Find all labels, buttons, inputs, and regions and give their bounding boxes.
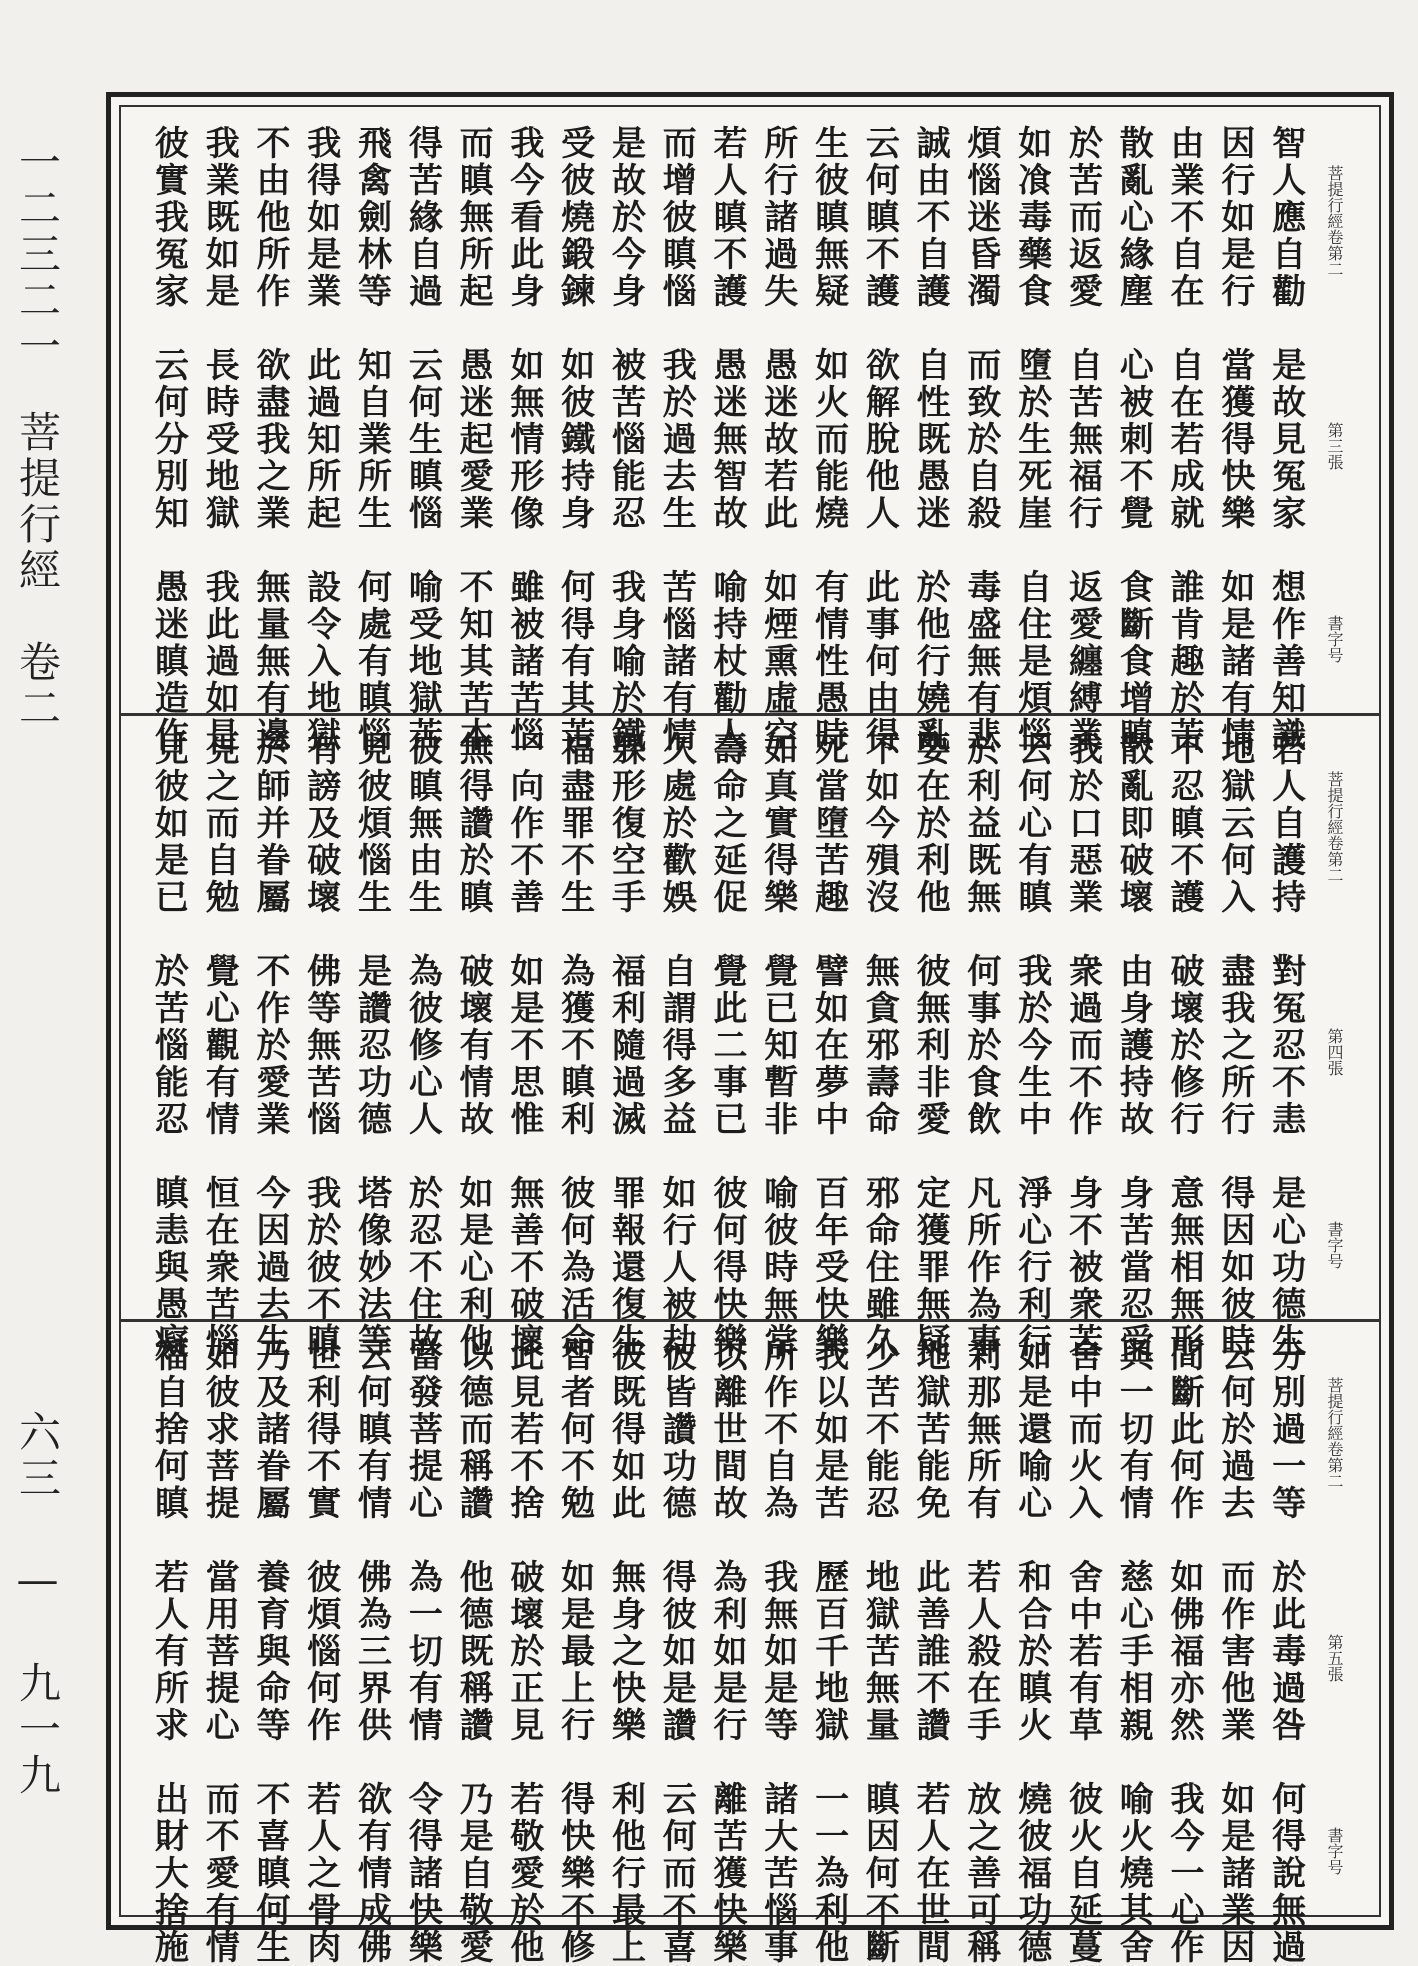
verse-line: 於苦而返愛 自苦無福行 返愛纏縛業 — [1062, 125, 1103, 754]
verse-line: 得苦緣自過 云何生瞋惱 喻受地獄苦 — [402, 125, 443, 754]
verse-column — [1057, 1337, 1108, 1966]
verse-line: 我今看此身 如無情形像 雖被諸苦惱 — [503, 125, 544, 754]
verse-line: 少苦不能忍 地獄苦無量 瞋因何不斷 — [859, 1337, 900, 1966]
verse-column — [194, 731, 245, 1360]
text-register — [121, 731, 1379, 1360]
verse-line: 不如今殞沒 無貪邪壽命 邪命住雖久 — [859, 731, 900, 1360]
verse-column — [295, 1337, 346, 1966]
verse-line: 一向作不善 如是不思惟 無善不破壞 — [503, 731, 544, 1360]
block-mark: 菩提行經卷第二 — [1325, 771, 1344, 883]
verse-column — [143, 731, 194, 1360]
verse-line: 剎那無所有 若人殺在手 放之善可稱 — [960, 1337, 1001, 1966]
verse-column — [956, 731, 1007, 1360]
verse-column — [854, 125, 905, 754]
verse-line: 智人應自勸 是故見冤家 想作善知識 — [1265, 125, 1306, 754]
text-register — [121, 125, 1379, 754]
verse-column — [549, 125, 600, 754]
verse-line: 彼瞋無由生 為彼修心人 於忍不住故 — [402, 731, 443, 1360]
verse-line: 云何於過去 而作害他業 如是諸業因 — [1214, 1337, 1255, 1966]
verse-line: 間斷此何作 如佛福亦然 我今一心作 — [1164, 1337, 1205, 1966]
verse-line: 見之而自勉 覺心觀有情 恒在衆苦惱 — [199, 731, 240, 1360]
verse-column — [1159, 731, 1210, 1360]
verse-column — [448, 1337, 499, 1966]
verse-column — [803, 125, 854, 754]
verse-line: 無得讚於瞋 破壞有情故 如是心利他 — [453, 731, 494, 1360]
page-frame — [106, 92, 1394, 1966]
verse-line: 由業不自在 自在若成就 誰肯趣於苦 — [1164, 125, 1205, 754]
verse-line: 若人自護持 對冤忍不恚 是心功德生 — [1265, 731, 1306, 1360]
verse-column — [1108, 125, 1159, 754]
verse-column — [397, 125, 448, 754]
verse-column — [448, 731, 499, 1360]
text-register — [121, 1337, 1379, 1966]
verse-line: 當發菩提心 為一切有情 令得諸快樂 — [402, 1337, 443, 1966]
verse-column — [346, 731, 397, 1360]
verse-column — [499, 731, 550, 1360]
block-mark: 書字号 — [1325, 1827, 1344, 1875]
verse-line: 彼既得如此 無身之快樂 利他行最上 — [605, 1337, 646, 1966]
verse-line: 彼實我冤家 云何分別知 愚迷瞋造作 — [148, 125, 189, 754]
verse-column — [702, 1337, 753, 1966]
verse-column — [1260, 1337, 1311, 1966]
verse-column — [143, 125, 194, 754]
margin-volume-id: 一二三二一 — [13, 140, 62, 370]
block-mark: 菩提行經卷第二 — [1325, 1377, 1344, 1489]
verse-line: 智者何不勉 如是最上行 得快樂不修 — [554, 1337, 595, 1966]
verse-line: 地獄苦能免 此善誰不讚 若人在世間 — [910, 1337, 951, 1966]
verse-column — [1057, 125, 1108, 754]
verse-line: 要在於利他 彼無利非愛 定獲罪無疑 — [910, 731, 951, 1360]
verse-line: 乃及諸眷屬 養育與命等 不喜瞋何生 — [249, 1337, 290, 1966]
verse-line: 所行諸過失 愚迷故若此 如煙熏虛空 — [757, 125, 798, 754]
verse-column — [854, 1337, 905, 1966]
verse-line: 福自捨何瞋 若人有所求 出財大捨施 — [148, 1337, 189, 1966]
block-mark: 菩提行經卷第二 — [1325, 165, 1344, 277]
verse-line: 受彼燒鍛鍊 如彼鐵持身 何得有其苦 — [554, 125, 595, 754]
verse-line: 見彼如是已 於苦惱能忍 瞋恚與愚癡 — [148, 731, 189, 1360]
verse-column — [245, 125, 296, 754]
verse-column — [194, 1337, 245, 1966]
verse-line: 不由他所作 欲盡我之業 無量無有邊 — [249, 125, 290, 754]
verse-column — [803, 731, 854, 1360]
register-divider — [121, 713, 1379, 716]
verse-column — [1260, 731, 1311, 1360]
verse-column — [1006, 1337, 1057, 1966]
verse-column — [549, 731, 600, 1360]
verse-line: 是故於今身 被苦惱能忍 我身喻於鐵 — [605, 125, 646, 754]
verse-column — [752, 1337, 803, 1966]
verse-column — [245, 1337, 296, 1966]
verse-column — [499, 1337, 550, 1966]
verse-column — [397, 1337, 448, 1966]
verse-column — [651, 1337, 702, 1966]
verse-column — [549, 1337, 600, 1966]
block-mark: 書字号 — [1325, 1221, 1344, 1269]
verse-line: 不忍瞋不護 破壞於修行 意無相無形 — [1164, 731, 1205, 1360]
verse-column — [295, 125, 346, 754]
verse-line: 我於口惡業 衆過而不作 身不被衆苦 — [1062, 731, 1103, 1360]
verse-line: 誠由不自護 自性既愚迷 於他行嬈亂 — [910, 125, 951, 754]
verse-line: 散亂心緣塵 心被刺不覺 食斷食增瞋 — [1113, 125, 1154, 754]
verse-line: 地獄云何入 盡我之所行 得因如彼時 — [1214, 731, 1255, 1360]
verse-line: 飛禽劍林等 知自業所生 何處有瞋惱 — [351, 125, 392, 754]
verse-line: 因行如是行 當獲得快樂 如是諸有情 — [1214, 125, 1255, 754]
verse-column — [397, 731, 448, 1360]
verse-column — [702, 125, 753, 754]
verse-column — [752, 125, 803, 754]
verse-column — [905, 1337, 956, 1966]
verse-column — [854, 731, 905, 1360]
verse-line: 散亂即破壞 由身護持故 身苦當忍受 — [1113, 731, 1154, 1360]
verse-column — [752, 731, 803, 1360]
verse-line: 如真實得樂 覺已知暫非 喻彼時無常 — [757, 731, 798, 1360]
verse-column — [1006, 125, 1057, 754]
verse-line: 云何瞋有情 佛為三界供 欲有情成佛 — [351, 1337, 392, 1966]
verse-column — [1209, 125, 1260, 754]
verse-line: 有謗及破壞 佛等無苦惱 我於彼不瞋 — [300, 731, 341, 1360]
block-mark: 第四張 — [1325, 1028, 1344, 1076]
verse-line: 生彼瞋無疑 如火而能燒 有情性愚時 — [808, 125, 849, 754]
verse-line: 若人瞋不護 愚迷無智故 喻持杖勸人 — [707, 125, 748, 754]
margin-page-ref: 六三 — 九一九 — [13, 1410, 62, 1799]
page-frame-inner — [119, 105, 1381, 1966]
verse-column — [499, 125, 550, 754]
verse-column — [1260, 125, 1311, 754]
verse-column — [600, 1337, 651, 1966]
block-mark: 第三張 — [1325, 422, 1344, 470]
block-mark: 第五張 — [1325, 1634, 1344, 1682]
verse-line: 見彼煩惱生 是讚忍功德 塔像妙法等 — [351, 731, 392, 1360]
verse-column — [702, 731, 753, 1360]
verse-line: 云何瞋不護 欲解脫他人 此事何由得 — [859, 125, 900, 754]
verse-column — [1159, 125, 1210, 754]
verse-line: 而增彼瞋惱 我於過去生 苦惱諸有情 — [656, 125, 697, 754]
verse-line: 與一切有情 慈心手相親 喻火燒其舍 — [1113, 1337, 1154, 1966]
verse-column — [1209, 1337, 1260, 1966]
verse-column — [1006, 731, 1057, 1360]
verse-line: 世利得不實 彼煩惱何作 若人之骨肉 — [300, 1337, 341, 1966]
verse-line: 分別過一等 於此毒過咎 何得說無過 — [1265, 1337, 1306, 1966]
verse-line: 彼皆讚功德 得彼如是讚 云何而不喜 — [656, 1337, 697, 1966]
verse-column — [651, 125, 702, 754]
verse-column — [295, 731, 346, 1360]
verse-column — [956, 1337, 1007, 1966]
verse-column — [448, 125, 499, 754]
margin-title: 菩提行經 卷二 — [13, 410, 62, 732]
verse-column — [194, 125, 245, 754]
verse-line: 躶形復空手 福利隨過滅 罪報還復生 — [605, 731, 646, 1360]
verse-line: 所作不自為 我無如是等 諸大苦惱事 — [757, 1337, 798, 1966]
verse-line: 死當墮苦趣 譬如在夢中 百年受快樂 — [808, 731, 849, 1360]
verse-column — [600, 731, 651, 1360]
verse-line: 壽命之延促 覺此二事已 彼何得快樂 — [707, 731, 748, 1360]
verse-column — [1108, 1337, 1159, 1966]
verse-column — [803, 1337, 854, 1966]
verse-line: 云何心有瞋 我於今生中 淨心行利行 — [1011, 731, 1052, 1360]
verse-line: 如飡毒藥食 墮於生死崖 自住是煩惱 — [1011, 125, 1052, 754]
verse-column — [600, 125, 651, 754]
block-mark-column — [1311, 1337, 1357, 1905]
block-mark-column — [1311, 731, 1357, 1299]
verse-line: 舍中而火入 舍中若有草 彼火自延蔓 — [1062, 1337, 1103, 1966]
verse-column — [956, 125, 1007, 754]
verse-line: 於利益既無 何事於食飲 凡所作為事 — [960, 731, 1001, 1360]
verse-line: 久處於歡娛 自謂得多益 如行人被劫 — [656, 731, 697, 1360]
verse-line: 煩惱迷昏濁 而致於自殺 毒盛無有悲 — [960, 125, 1001, 754]
verse-column — [905, 731, 956, 1360]
verse-column — [346, 125, 397, 754]
verse-column — [905, 125, 956, 754]
verse-line: 我以如是苦 歷百千地獄 一一為利他 — [808, 1337, 849, 1966]
verse-column — [1209, 731, 1260, 1360]
verse-column — [1057, 731, 1108, 1360]
verse-line: 如是還喻心 和合於瞋火 燒彼福功德 — [1011, 1337, 1052, 1966]
register-divider — [121, 1319, 1379, 1322]
verse-line: 福盡罪不生 為獲不瞋利 彼何為活命 — [554, 731, 595, 1360]
verse-column — [651, 731, 702, 1360]
block-mark: 書字号 — [1325, 615, 1344, 663]
verse-column — [1108, 731, 1159, 1360]
verse-line: 以德而稱讚 他德既稱讚 乃是自敬愛 — [453, 1337, 494, 1966]
verse-line: 此見若不捨 破壞於正見 若敬愛於他 — [503, 1337, 544, 1966]
verse-line: 而瞋無所起 愚迷起愛業 不知其苦本 — [453, 125, 494, 754]
verse-column — [1159, 1337, 1210, 1966]
verse-column — [143, 1337, 194, 1966]
block-mark-column — [1311, 125, 1357, 693]
verse-column — [245, 731, 296, 1360]
verse-line: 於師并眷屬 不作於愛業 今因過去生 — [249, 731, 290, 1360]
verse-column — [346, 1337, 397, 1966]
verse-line: 我得如是業 此過知所起 設令入地獄 — [300, 125, 341, 754]
verse-line: 如彼求菩提 當用菩提心 而不愛有情 — [199, 1337, 240, 1966]
verse-line: 以離世間故 為利如是行 離苦獲快樂 — [707, 1337, 748, 1966]
verse-line: 我業既如是 長時受地獄 我此過如是 — [199, 125, 240, 754]
